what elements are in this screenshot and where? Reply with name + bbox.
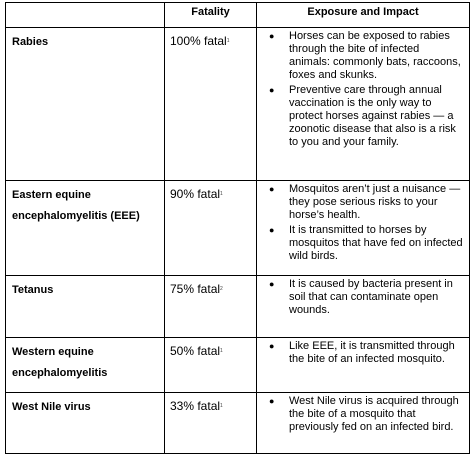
fatality-value: 75% fatal	[170, 282, 221, 296]
impact-list	[257, 30, 463, 149]
list-item	[269, 84, 463, 149]
footnote-mark: 1	[220, 403, 223, 409]
fatality-value: 33% fatal	[170, 399, 221, 413]
bullet-icon: ●	[269, 279, 275, 289]
fatality-value: 50% fatal	[170, 344, 221, 358]
bullet-icon: ●	[269, 396, 275, 406]
table-row	[6, 393, 470, 454]
disease-name: West Nile virus	[6, 393, 165, 454]
impact-cell	[257, 181, 470, 276]
table-header-row	[6, 3, 470, 28]
impact-text: Horses can be exposed to rabies through the bite of infected animals: commonly bats, raccoons, foxes and skunks.	[289, 30, 461, 81]
impact-list	[257, 395, 463, 434]
impact-text: Preventive care through annual vaccination is the only way to protect horses against rabies — a zoonotic disease that also is a risk to you and your family.	[289, 84, 456, 148]
fatality-value: 100% fatal	[170, 34, 227, 48]
impact-text: Mosquitos aren’t just a nuisance — they pose serious risks to your horse’s health.	[289, 183, 461, 221]
fatality-cell	[165, 276, 257, 338]
disease-name: Rabies	[6, 28, 165, 181]
header-disease	[6, 3, 165, 28]
impact-cell	[257, 276, 470, 338]
impact-cell	[257, 28, 470, 181]
disease-name: Tetanus	[6, 276, 165, 338]
bullet-icon: ●	[269, 184, 275, 194]
disease-name: Western equine encephalomyelitis	[6, 338, 165, 393]
footnote-mark: 1	[220, 191, 223, 197]
list-item	[269, 224, 463, 263]
impact-text: It is caused by bacteria present in soil that can contaminate open wounds.	[289, 278, 453, 316]
header-fatality: Fatality	[165, 3, 257, 28]
bullet-icon: ●	[269, 225, 275, 235]
fatality-cell	[165, 181, 257, 276]
footnote-mark: 1	[226, 38, 230, 44]
list-item	[269, 395, 463, 434]
impact-text: West Nile virus is acquired through the bite of a mosquito that previously fed on an infected bird.	[289, 395, 459, 433]
footnote-mark: 2	[220, 286, 223, 292]
bullet-icon: ●	[269, 341, 275, 351]
impact-list	[257, 278, 463, 317]
list-item	[269, 183, 463, 222]
header-exposure-impact: Exposure and Impact	[257, 3, 470, 28]
fatality-cell	[165, 338, 257, 393]
disease-fatality-table	[5, 2, 470, 454]
impact-cell	[257, 338, 470, 393]
list-item	[269, 340, 463, 366]
impact-list	[257, 340, 463, 366]
table-row	[6, 276, 470, 338]
list-item	[269, 30, 463, 82]
table-row	[6, 181, 470, 276]
bullet-icon: ●	[269, 31, 275, 41]
fatality-cell	[165, 393, 257, 454]
table-row	[6, 338, 470, 393]
impact-text: Like EEE, it is transmitted through the bite of an infected mosquito.	[289, 340, 455, 365]
list-item	[269, 278, 463, 317]
fatality-value: 90% fatal	[170, 187, 221, 201]
impact-cell	[257, 393, 470, 454]
disease-name: Eastern equine encephalomyelitis (EEE)	[6, 181, 165, 276]
bullet-icon: ●	[269, 85, 275, 95]
footnote-mark: 1	[220, 348, 223, 354]
impact-text: It is transmitted to horses by mosquitos that have fed on infected wild birds.	[289, 224, 463, 262]
impact-list	[257, 183, 463, 263]
table-row	[6, 28, 470, 181]
fatality-cell	[165, 28, 257, 181]
